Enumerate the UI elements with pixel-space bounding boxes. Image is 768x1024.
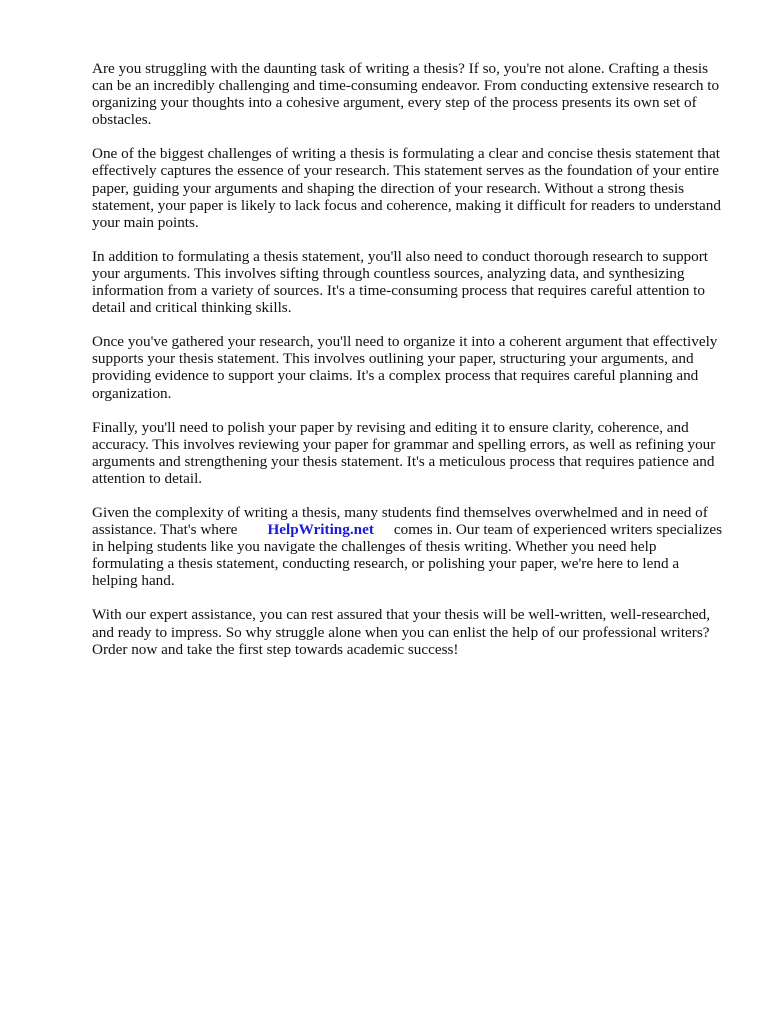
helpwriting-link[interactable]: HelpWriting.net <box>267 521 374 539</box>
paragraph-assistance <box>92 504 728 589</box>
paragraph-organization: Once you've gathered your research, you'll need to organize it into a coherent argument that effectively supports your thesis statement. This involves outlining your paper, structuring your arguments, and providing evidence to support your claims. It's a complex process that requires careful planning and organization. <box>92 333 718 402</box>
paragraph-intro: Are you struggling with the daunting task of writing a thesis? If so, you're not alone. Crafting a thesis can be an incredibly challenging and time-consuming endeavor. From conducting extensive research to organizing your thoughts into a cohesive argument, every step of the process presents its own set of obstacles. <box>92 60 720 129</box>
paragraph-thesis-statement: One of the biggest challenges of writing a thesis is formulating a clear and concise thesis statement that effectively captures the essence of your research. This statement serves as the foundation of your entire paper, guiding your arguments and shaping the direction of your research. Without a strong thesis statement, your paper is likely to lack focus and coherence, making it difficult for readers to understand your main points. <box>92 145 721 231</box>
document-body <box>92 60 728 675</box>
assistance-text-before: Given the complexity of writing a thesis, many students find themselves overwhelmed and in need of assistance. That's where <box>92 503 708 539</box>
paragraph-closing: With our expert assistance, you can rest assured that your thesis will be well-written, well-researched, and ready to impress. So why struggle alone when you can enlist the help of our professional writers? Order now and take the first step towards academic success! <box>92 606 711 658</box>
assistance-text-after: comes in. Our team of experienced writers specializes in helping students like you navigate the challenges of thesis writing. Whether you need help formulating a thesis statement, conducting research, or polishing your paper, we're here to lend a helping hand. <box>92 521 722 590</box>
paragraph-research: In addition to formulating a thesis statement, you'll also need to conduct thorough research to support your arguments. This involves sifting through countless sources, analyzing data, and synthesizing information from a variety of sources. It's a time-consuming process that requires careful attention to detail and critical thinking skills. <box>92 247 709 317</box>
paragraph-polish: Finally, you'll need to polish your paper by revising and editing it to ensure clarity, coherence, and accuracy. This involves reviewing your paper for grammar and spelling errors, as well as refining your arguments and strengthening your thesis statement. It's a meticulous process that requires patience and attention to detail. <box>92 418 716 487</box>
